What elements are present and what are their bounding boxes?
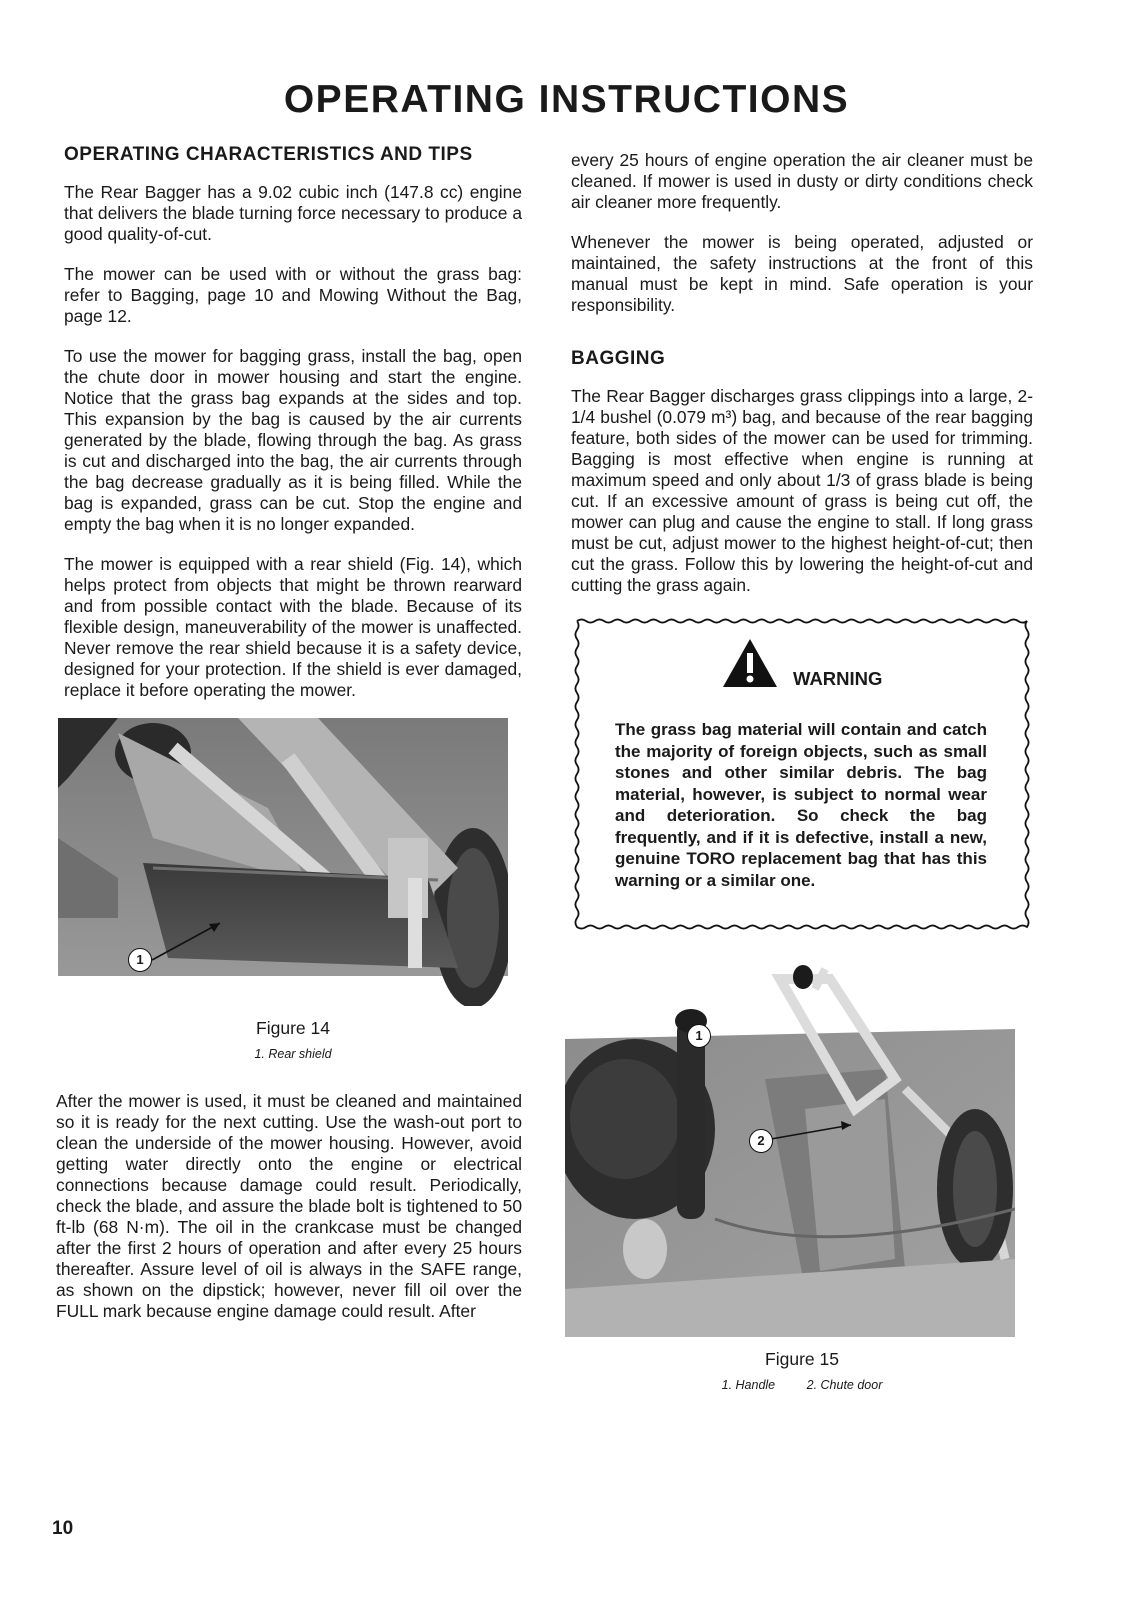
paragraph-bagging-grass: To use the mower for bagging grass, install the bag, open the chute door in mower housing and start the engine. Notice that the grass bag expands at the sides and top. This expansion by the bag is caused by the air currents generated by the blade, flowing through the bag. As grass is cut and discharged into the bag, the air currents through the bag decrease gradually as it is being filled. While the bag is expanded, grass can be cut. Stop the engine and empty the bag when it is no longer expanded.: [64, 346, 522, 534]
paragraph-engine: The Rear Bagger has a 9.02 cubic inch (147.8 cc) engine that delivers the blade turning force necessary to produce a good quality-of-cut.: [64, 182, 522, 244]
callout-chute-door: 2: [749, 1129, 773, 1153]
legend-item-chute-door: 2. Chute door: [806, 1378, 883, 1392]
callout-handle: 1: [687, 1024, 711, 1048]
warning-box: [571, 615, 1033, 933]
callout-leader-lines: [58, 718, 508, 1006]
paragraph-safety: Whenever the mower is being operated, adjusted or maintained, the safety instructions at the front of this manual must be kept in mind. Safe operation is your responsibility.: [571, 232, 1033, 315]
figure-15-photo: [565, 959, 1015, 1337]
page-number: 10: [52, 1518, 74, 1539]
figure-14-caption: Figure 14: [256, 1018, 330, 1038]
paragraph-rear-shield: The mower is equipped with a rear shield (Fig. 14), which helps protect from objects that might be thrown rearward and from possible contact with the blade. Because of its flexible design, maneuverability of the mower is unaffected. Never remove the rear shield because it is a safety device, designed for your protection. If the shield is ever damaged, replace it before operating the mower.: [64, 554, 522, 700]
warning-triangle-icon: [721, 637, 779, 694]
page-title: OPERATING INSTRUCTIONS: [283, 78, 850, 121]
callout-rear-shield: 1: [128, 948, 152, 972]
left-column: [56, 144, 522, 1341]
figure-15-legend: [571, 1378, 1033, 1392]
warning-label: WARNING: [793, 668, 883, 689]
figure-14-photo: [58, 718, 508, 1006]
legend-item-rear-shield: 1. Rear shield: [254, 1047, 332, 1061]
section-heading-operating: OPERATING CHARACTERISTICS AND TIPS: [64, 144, 473, 165]
section-heading-bagging: BAGGING: [571, 348, 666, 369]
warning-header: [721, 637, 882, 693]
paragraph-maintenance: After the mower is used, it must be cleaned and maintained so it is ready for the next cutting. Use the wash-out port to clean the underside of the mower housing. However, avoid getting water directly onto the engine or electrical connections because damage could result. Periodically, check the blade, and assure the blade bolt is tightened to 50 ft-lb (68 N·m). The oil in the crankcase must be changed after the first 2 hours of operation and after every 25 hours thereafter. Assure level of oil is always in the SAFE range, as shown on the dipstick; however, never fill oil over the FULL mark because engine damage could result. After: [56, 1091, 522, 1321]
paragraph-bagging: The Rear Bagger discharges grass clippings into a large, 2-1/4 bushel (0.079 m³) bag, and because of the rear bagging feature, both sides of the mower can be used for trimming. Bagging is most effective when engine is running at maximum speed and only about 1/3 of grass blade is being cut. If an excessive amount of grass is being cut off, the mower can plug and cause the engine to stall. If long grass must be cut, adjust mower to the highest height-of-cut; then cut the grass. Follow this by lowering the height-of-cut and cutting the grass again.: [571, 386, 1033, 595]
callout-leader-lines-15: [565, 959, 1015, 1337]
right-column: [571, 150, 1033, 1422]
paragraph-bag-usage: The mower can be used with or without the grass bag: refer to Bagging, page 10 and Mowing Without the Bag, page 12.: [64, 264, 522, 326]
warning-text: The grass bag material will contain and catch the majority of foreign objects, such as small stones and other similar debris. The bag material, however, is subject to normal wear and deterioration. So check the bag frequently, and if it is defective, install a new, genuine TORO replacement bag that has this warning or a similar one.: [615, 720, 987, 890]
figure-15-caption: Figure 15: [765, 1349, 839, 1369]
figure-14-legend: [64, 1047, 522, 1061]
paragraph-air-cleaner: every 25 hours of engine operation the air cleaner must be cleaned. If mower is used in dusty or dirty conditions check air cleaner more frequently.: [571, 150, 1033, 212]
legend-item-handle: 1. Handle: [721, 1378, 776, 1392]
